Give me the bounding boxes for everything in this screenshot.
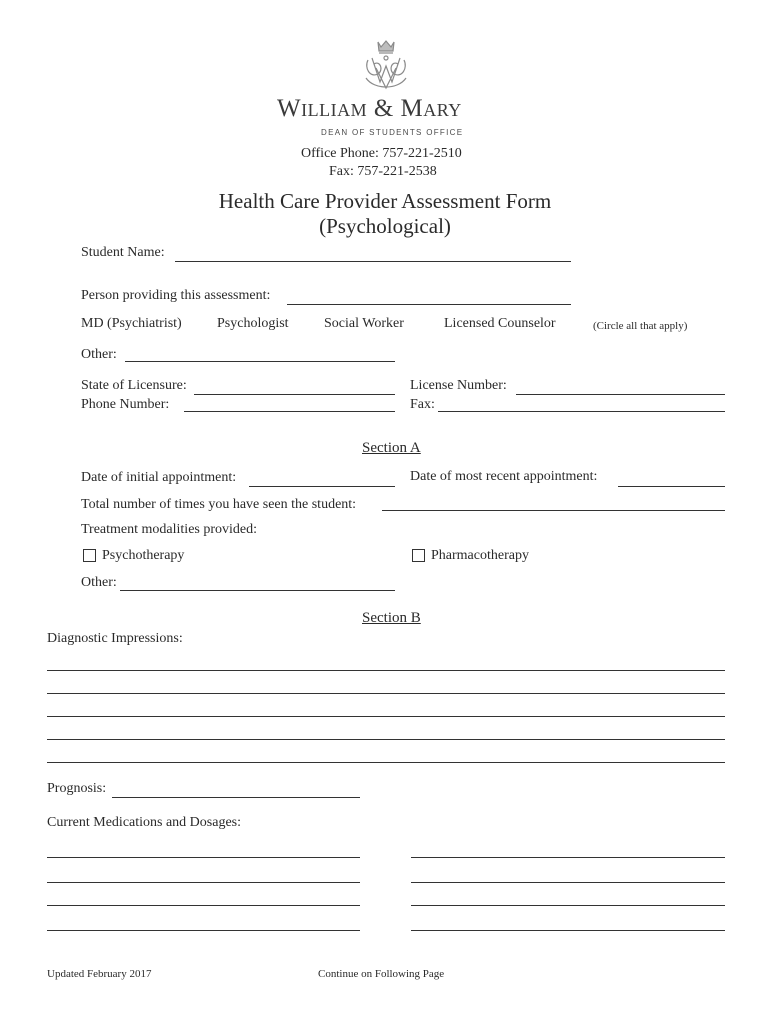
updated-date: Updated February 2017 bbox=[47, 968, 152, 980]
student-name-field[interactable] bbox=[175, 261, 571, 262]
recent-appt-label: Date of most recent appointment: bbox=[410, 469, 598, 484]
diagnostic-line-1[interactable] bbox=[47, 670, 725, 671]
recent-appt-field[interactable] bbox=[618, 486, 725, 487]
option-md[interactable]: MD (Psychiatrist) bbox=[81, 316, 182, 331]
medication-line-right-4[interactable] bbox=[411, 930, 725, 931]
section-a-heading: Section A bbox=[362, 440, 421, 456]
other-field[interactable] bbox=[125, 361, 395, 362]
medication-line-right-1[interactable] bbox=[411, 857, 725, 858]
modality-other-label: Other: bbox=[81, 575, 117, 590]
state-licensure-label: State of Licensure: bbox=[81, 378, 187, 393]
phone-number-label: Phone Number: bbox=[81, 397, 170, 412]
option-psychologist[interactable]: Psychologist bbox=[217, 316, 289, 331]
pharmacotherapy-label: Pharmacotherapy bbox=[431, 548, 529, 563]
prognosis-label: Prognosis: bbox=[47, 781, 107, 796]
state-licensure-field[interactable] bbox=[194, 394, 395, 395]
psychotherapy-label: Psychotherapy bbox=[102, 548, 185, 563]
continue-note: Continue on Following Page bbox=[318, 968, 445, 980]
crown-cypher-logo bbox=[360, 38, 412, 94]
option-social-worker[interactable]: Social Worker bbox=[324, 316, 404, 331]
diagnostic-line-3[interactable] bbox=[47, 716, 725, 717]
section-b-heading: Section B bbox=[362, 610, 421, 626]
institution-name: William & Mary bbox=[277, 95, 462, 122]
office-fax: Fax: 757-221-2538 bbox=[329, 164, 437, 179]
diagnostic-line-4[interactable] bbox=[47, 739, 725, 740]
modalities-label: Treatment modalities provided: bbox=[81, 522, 258, 537]
fax-label: Fax: bbox=[410, 397, 435, 412]
psychotherapy-checkbox[interactable] bbox=[83, 549, 96, 562]
diagnostic-line-5[interactable] bbox=[47, 762, 725, 763]
diagnostic-line-2[interactable] bbox=[47, 693, 725, 694]
other-label: Other: bbox=[81, 347, 117, 362]
fax-field[interactable] bbox=[438, 411, 725, 412]
form-subtitle: (Psychological) bbox=[319, 214, 451, 238]
medication-line-right-3[interactable] bbox=[411, 905, 725, 906]
modality-other-field[interactable] bbox=[120, 590, 395, 591]
office-phone: Office Phone: 757-221-2510 bbox=[301, 146, 462, 161]
medications-label: Current Medications and Dosages: bbox=[47, 815, 242, 830]
initial-appt-label: Date of initial appointment: bbox=[81, 470, 237, 485]
option-licensed-counselor[interactable]: Licensed Counselor bbox=[444, 316, 556, 331]
form-title: Health Care Provider Assessment Form bbox=[218, 189, 552, 213]
phone-number-field[interactable] bbox=[184, 411, 395, 412]
provider-label: Person providing this assessment: bbox=[81, 288, 271, 303]
times-seen-label: Total number of times you have seen the student: bbox=[81, 497, 357, 512]
license-number-field[interactable] bbox=[516, 394, 725, 395]
times-seen-field[interactable] bbox=[382, 510, 725, 511]
initial-appt-field[interactable] bbox=[249, 486, 395, 487]
pharmacotherapy-checkbox[interactable] bbox=[412, 549, 425, 562]
license-number-label: License Number: bbox=[410, 378, 507, 393]
medication-line-left-2[interactable] bbox=[47, 882, 360, 883]
medication-line-left-1[interactable] bbox=[47, 857, 360, 858]
diagnostic-label: Diagnostic Impressions: bbox=[47, 631, 183, 646]
medication-line-left-4[interactable] bbox=[47, 930, 360, 931]
provider-field[interactable] bbox=[287, 304, 571, 305]
medication-line-left-3[interactable] bbox=[47, 905, 360, 906]
prognosis-field[interactable] bbox=[112, 797, 360, 798]
student-name-label: Student Name: bbox=[81, 245, 165, 260]
medication-line-right-2[interactable] bbox=[411, 882, 725, 883]
office-name: DEAN OF STUDENTS OFFICE bbox=[321, 128, 464, 137]
circle-note: (Circle all that apply) bbox=[593, 320, 688, 332]
